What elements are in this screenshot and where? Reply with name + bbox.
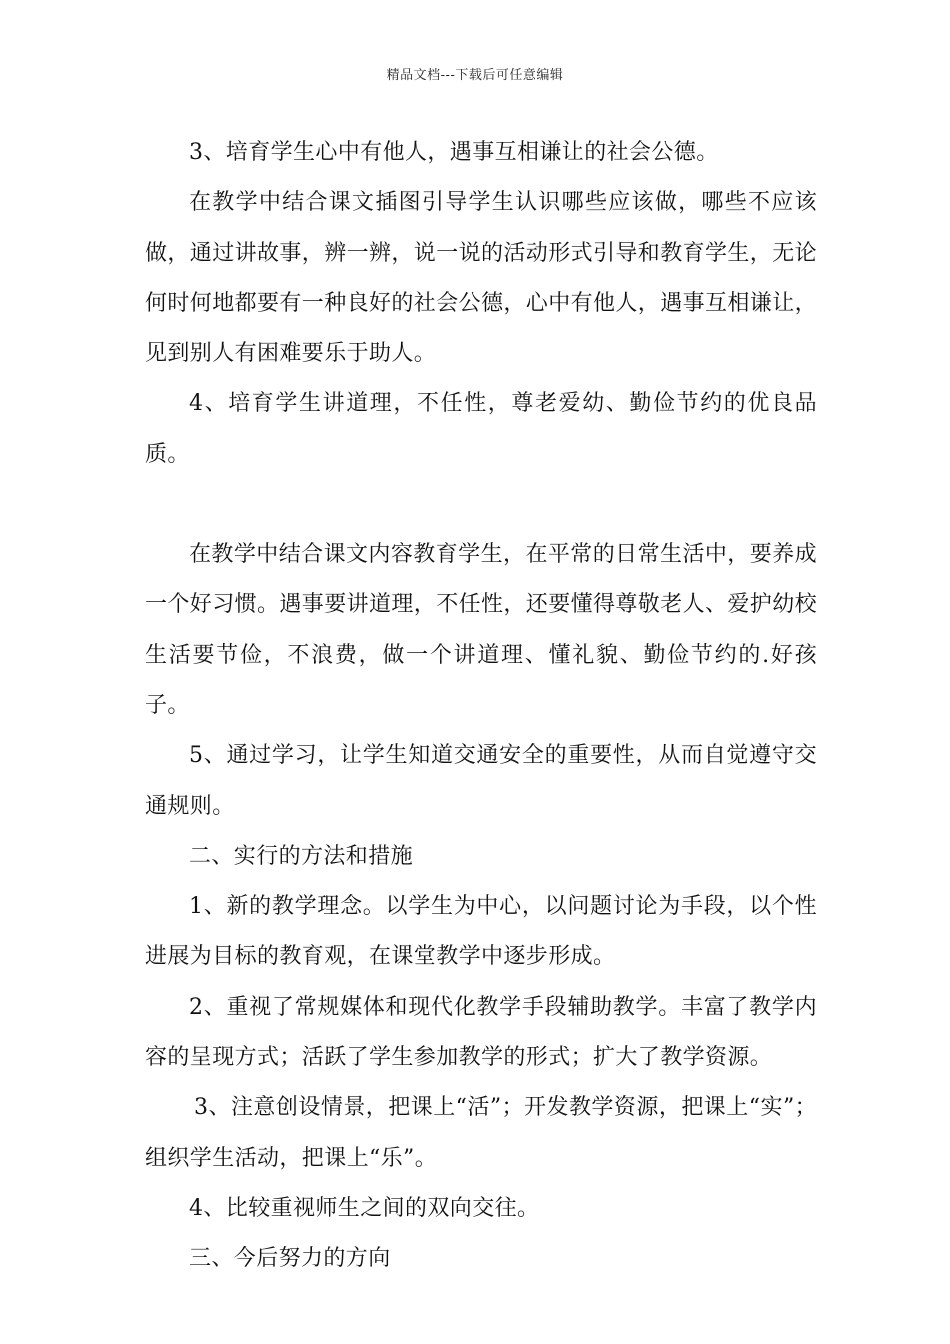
section-heading-methods: 二、实行的方法和措施 <box>189 843 414 869</box>
paragraph-goal-3: 3、培育学生心中有他人，遇事互相谦让的社会公德。 <box>189 140 719 165</box>
paragraph-method-2: 2、重视了常规媒体和现代化教学手段辅助教学。丰富了教学内容的呈现方式；活跃了学生参加教学的形式；扩大了教学资源。 <box>145 994 817 1071</box>
document-body <box>145 128 817 1285</box>
paragraph-goal-4: 4、培育学生讲道理，不任性，尊老爱幼、勤俭节约的优良品质。 <box>145 391 817 467</box>
paragraph-goal-3-detail: 在教学中结合课文插图引导学生认识哪些应该做，哪些不应该做，通过讲故事，辨一辨，说一说的活动形式引导和教育学生，无论何时何地都要有一种良好的社会公德，心中有他人，遇事互相谦让，见到别人有困难要乐于助人。 <box>145 190 818 367</box>
paragraph-method-4: 4、比较重视师生之间的双向交往。 <box>189 1195 540 1221</box>
paragraph-goal-4-detail: 在教学中结合课文内容教育学生，在平常的日常生活中，要养成一个好习惯。遇事要讲道理，不任性，还要懂得尊敬老人、爱护幼校生活要节俭，不浪费，做一个讲道理、懂礼貌、勤俭节约的.好孩子。 <box>145 542 818 718</box>
page-header: 精品文档---下载后可任意编辑 <box>386 68 564 83</box>
paragraph-method-3: 3、注意创设情景，把课上“活”；开发教学资源，把课上“实”；组织学生活动，把课上“乐”。 <box>145 1095 817 1171</box>
section-heading-future: 三、今后努力的方向 <box>189 1246 391 1272</box>
paragraph-spacer <box>145 480 817 530</box>
paragraph-method-1: 1、新的教学理念。以学生为中心，以问题讨论为手段，以个性进展为目标的教育观，在课堂教学中逐步形成。 <box>145 894 817 970</box>
paragraph-goal-5: 5、通过学习，让学生知道交通安全的重要性，从而自觉遵守交通规则。 <box>145 743 817 819</box>
